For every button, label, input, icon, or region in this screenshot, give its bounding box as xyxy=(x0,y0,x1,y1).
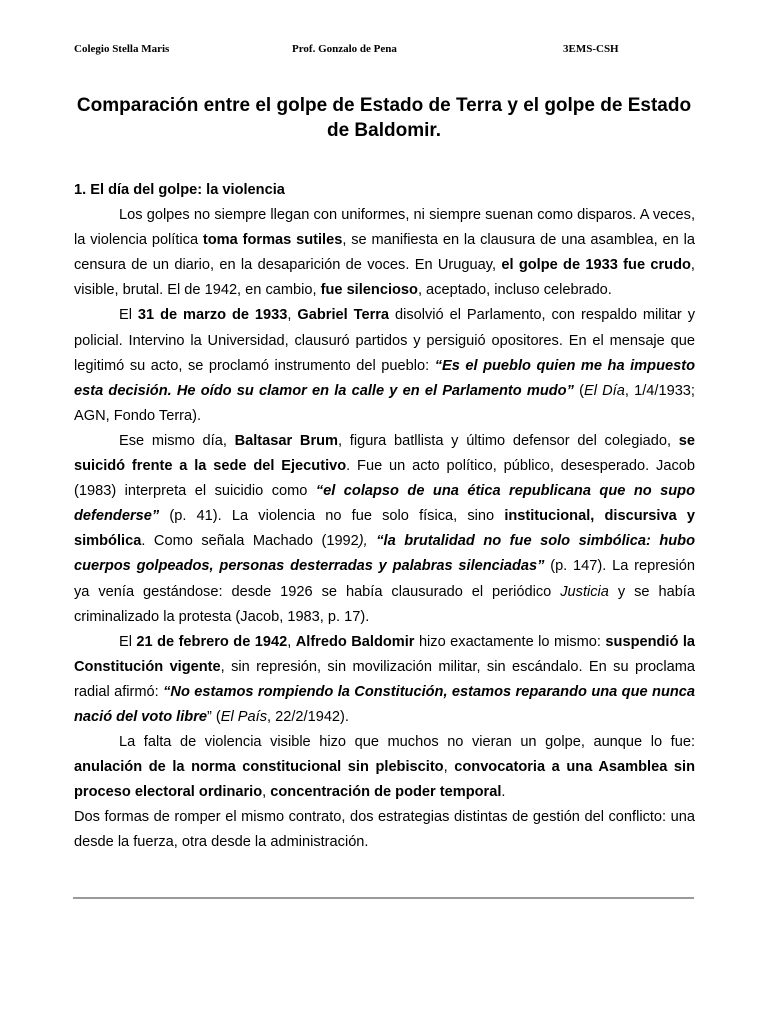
text-run: , xyxy=(262,784,271,801)
text-run: hizo exactamente lo mismo: xyxy=(414,633,606,650)
paragraph-p5 xyxy=(74,730,695,805)
text-run: toma formas sutiles xyxy=(202,232,343,249)
text-run: convocatoria a una Asamblea sin proceso electoral ordinario xyxy=(74,759,696,801)
text-run: ), xyxy=(358,533,377,550)
text-run: (p. 147). La represión ya venía gestándose: desde 1926 se había clausurado el periódico xyxy=(74,558,695,600)
paragraph-p3 xyxy=(74,429,695,630)
paragraph-p2 xyxy=(74,303,695,428)
text-run: El xyxy=(119,307,138,324)
header-group: 3EMS-CSH xyxy=(563,43,619,55)
text-run: El Día xyxy=(583,382,625,399)
text-run: El País xyxy=(220,708,268,725)
text-run: Gabriel Terra xyxy=(297,307,390,324)
document-body xyxy=(74,178,695,856)
text-run: Dos formas de romper el mismo contrato, dos estrategias distintas de gestión del conflicto: una desde la fuerza, otra desde la administración. xyxy=(74,809,695,851)
header-teacher: Prof. Gonzalo de Pena xyxy=(292,43,397,55)
text-run: “Es el pueblo quien me ha impuesto esta decisión. He oído su clamor en la calle y en el Parlamento mudo” xyxy=(74,357,695,399)
text-run: , se manifiesta en la clausura de una asamblea, en la censura de un diario, en la desaparición de voces. En Uruguay, xyxy=(74,232,695,274)
text-run: disolvió el Parlamento, con respaldo militar y policial. Intervino la Universidad, clausuró partidos y persiguió opositores. En el mensaje que legitimó su acto, se proclamó instrumento del pueblo: xyxy=(74,307,696,374)
text-run: Ese mismo día, xyxy=(119,432,235,449)
text-run: institucional, discursiva y simbólica xyxy=(74,508,695,550)
text-run: Alfredo Baldomir xyxy=(295,633,415,650)
text-run: , figura batllista y último defensor del colegiado, xyxy=(338,432,679,449)
text-run: , sin represión, sin movilización militar, sin escándalo. En su proclama radial afirmó: xyxy=(74,658,695,700)
text-run: (p. 41). La violencia no fue solo física, sino xyxy=(159,508,505,525)
text-run: , 22/2/1942). xyxy=(267,708,349,725)
text-run: ” ( xyxy=(207,708,221,725)
page-header xyxy=(74,43,694,57)
bottom-divider xyxy=(73,897,694,899)
text-run: y se había criminalizado la protesta (Jacob, 1983, p. 17). xyxy=(74,583,695,625)
paragraph-p1 xyxy=(74,203,695,303)
header-school: Colegio Stella Maris xyxy=(74,43,170,55)
text-run: . Como señala Machado (1992 xyxy=(141,533,359,550)
text-run: El xyxy=(119,633,137,650)
section-heading: 1. El día del golpe: la violencia xyxy=(74,182,285,198)
text-run: , xyxy=(287,307,298,324)
document-title: Comparación entre el golpe de Estado de Terra y el golpe de Estado de Baldomir. xyxy=(76,95,692,141)
text-run: “el colapso de una ética republicana que no supo defenderse” xyxy=(74,483,695,525)
text-run: Baltasar Brum xyxy=(234,432,339,449)
text-run: Los golpes no siempre llegan con uniformes, ni siempre suenan como disparos. A veces, la violencia política xyxy=(74,207,695,249)
text-run: ( xyxy=(573,382,584,399)
text-run: el golpe de 1933 fue crudo xyxy=(501,257,691,274)
text-run: “No estamos rompiendo la Constitución, estamos reparando una que nunca nació del voto libre xyxy=(74,683,696,725)
text-run: , xyxy=(443,759,455,776)
text-run: . xyxy=(501,784,506,801)
text-run: , xyxy=(287,633,296,650)
text-run: , visible, brutal. El de 1942, en cambio, xyxy=(74,257,695,299)
paragraph-p6 xyxy=(74,805,695,855)
text-run: 31 de marzo de 1933 xyxy=(137,307,288,324)
text-run: . Fue un acto político, público, desesperado. Jacob (1983) interpreta el suicidio como xyxy=(74,458,695,500)
paragraph-p4 xyxy=(74,630,695,730)
text-run: se suicidó frente a la sede del Ejecutivo xyxy=(74,432,695,475)
text-run: fue silencioso xyxy=(320,282,418,299)
text-run: 21 de febrero de 1942 xyxy=(136,633,288,650)
text-run: Justicia xyxy=(560,583,609,600)
paragraphs-container xyxy=(74,203,695,855)
text-run: , aceptado, incluso celebrado. xyxy=(417,282,612,299)
text-run: La falta de violencia visible hizo que muchos no vieran un golpe, aunque lo fue: xyxy=(119,734,695,751)
text-run: anulación de la norma constitucional sin plebiscito xyxy=(74,759,444,776)
text-run: suspendió la Constitución vigente xyxy=(74,633,696,675)
text-run: “la brutalidad no fue solo simbólica: hubo cuerpos golpeados, personas desterradas y palabras silenciadas” xyxy=(74,533,695,575)
text-run: concentración de poder temporal xyxy=(270,784,502,801)
text-run: , 1/4/1933; AGN, Fondo Terra). xyxy=(74,382,695,424)
